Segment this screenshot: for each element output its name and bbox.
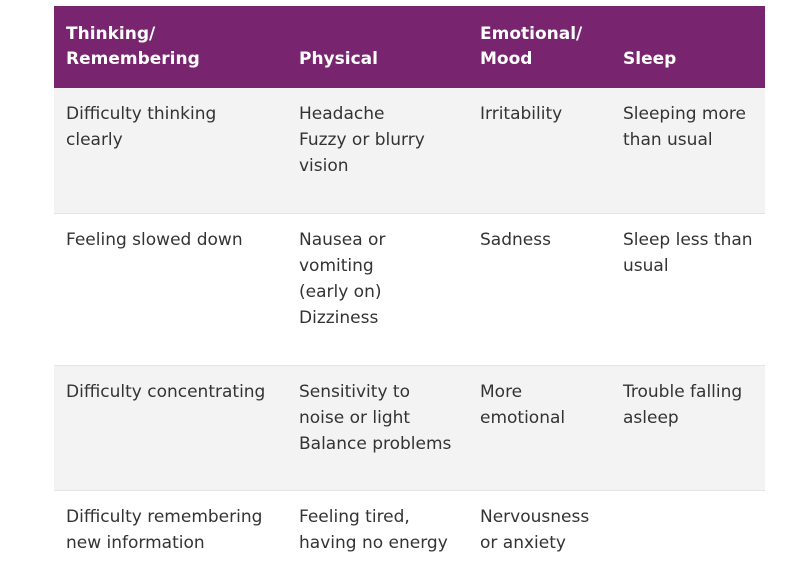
table-cell: Sleep less than usual [611, 213, 765, 365]
symptoms-table-container [54, 6, 765, 578]
table-cell: Headache Fuzzy or blurry vision [299, 104, 425, 176]
table-row [54, 365, 765, 490]
table-header [54, 6, 765, 88]
header-row [54, 6, 765, 88]
table-cell: Difficulty remembering new information [54, 490, 287, 578]
table-cell: Nausea or vomiting (early on) Dizziness [287, 213, 468, 365]
table-cell: Difficulty concentrating [54, 365, 287, 490]
table-cell: More emotional [468, 365, 611, 490]
table-cell: Sadness [468, 213, 611, 365]
table-cell: Irritability [480, 104, 563, 124]
table-row [54, 88, 765, 213]
table-cell: Sleeping more than usual [623, 104, 746, 150]
header-emotional-mood: Emotional/ Mood [480, 24, 583, 69]
symptoms-table [54, 6, 765, 578]
table-row [54, 490, 765, 578]
header-physical: Physical [299, 49, 378, 69]
table-cell: Feeling slowed down [54, 213, 287, 365]
table-cell: Trouble falling asleep [611, 365, 765, 490]
table-row [54, 213, 765, 365]
table-body [54, 88, 765, 578]
table-cell: Difficulty thinking clearly [66, 104, 217, 150]
header-thinking-remembering: Thinking/ Remembering [66, 24, 200, 69]
table-cell: Sensitivity to noise or light Balance problems [287, 365, 468, 490]
header-sleep: Sleep [623, 49, 677, 69]
table-cell: Nervousness or anxiety [468, 490, 611, 578]
table-cell: Feeling tired, having no energy [287, 490, 468, 578]
table-cell [611, 490, 765, 578]
